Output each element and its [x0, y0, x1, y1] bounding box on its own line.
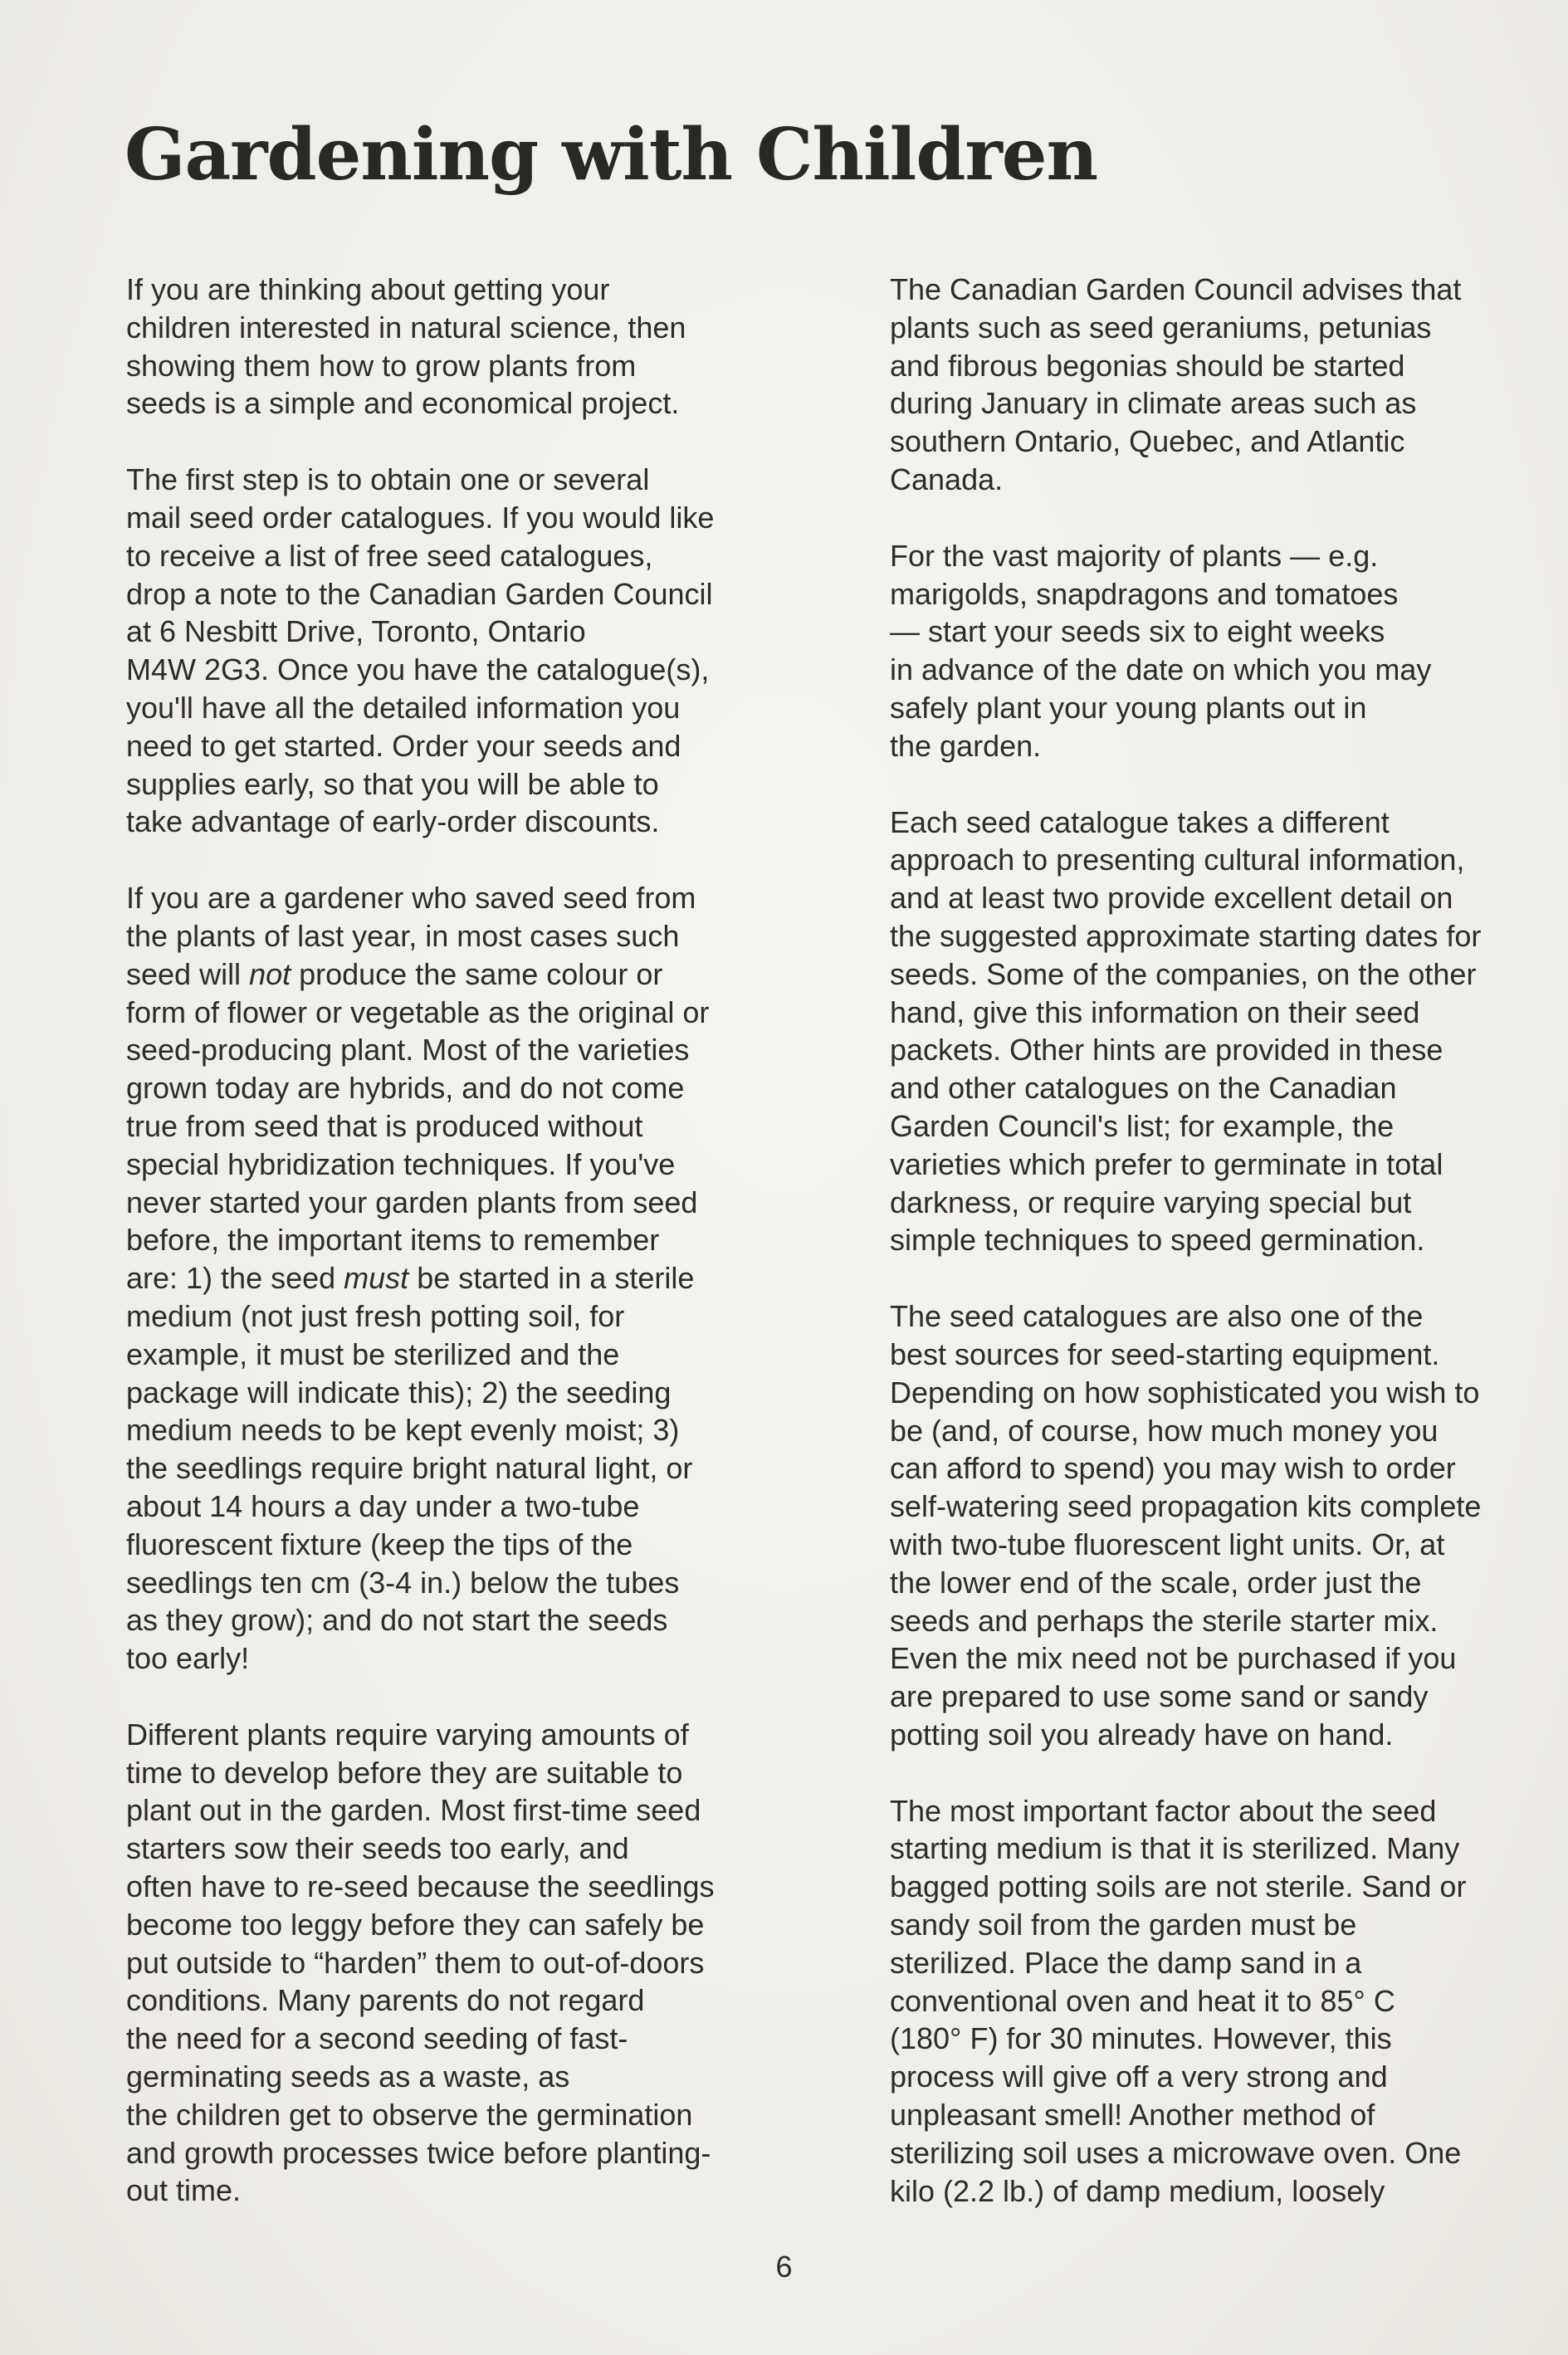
text-line: during January in climate areas such as — [890, 386, 1417, 421]
text-line: darkness, or require varying special but — [890, 1185, 1412, 1219]
text-line: If you are a gardener who saved seed from — [126, 881, 696, 916]
text-line: safely plant your young plants out in — [890, 690, 1367, 725]
text-run: be started in a sterile — [408, 1261, 695, 1296]
text-line: the plants of last year, in most cases such — [126, 918, 680, 953]
text-line: and other catalogues on the Canadian — [890, 1071, 1397, 1106]
text-line: medium needs to be kept evenly moist; 3) — [126, 1413, 680, 1448]
text-line: drop a note to the Canadian Garden Council — [126, 576, 713, 611]
text-line: sandy soil from the garden must be — [890, 1908, 1357, 1942]
text-line: can afford to spend) you may wish to order — [890, 1451, 1456, 1486]
page-title: Gardening with Children — [125, 113, 1098, 197]
paragraph — [890, 537, 1554, 765]
text-line: need to get started. Order your seeds and — [126, 728, 681, 763]
text-line: approach to presenting cultural information, — [890, 843, 1465, 877]
text-line: For the vast majority of plants — e.g. — [890, 538, 1379, 573]
text-line: marigolds, snapdragons and tomatoes — [890, 576, 1399, 611]
text-line: germinating seeds as a waste, as — [126, 2059, 570, 2094]
text-line: with two-tube fluorescent light units. Or, at — [890, 1527, 1445, 1561]
text-line: The seed catalogues are also one of the — [890, 1299, 1424, 1334]
text-line: M4W 2G3. Once you have the catalogue(s), — [126, 652, 710, 687]
text-line: the lower end of the scale, order just the — [890, 1565, 1422, 1600]
text-line: southern Ontario, Quebec, and Atlantic — [890, 424, 1405, 459]
text-line: seeds is a simple and economical project. — [126, 386, 680, 421]
text-line: Garden Council's list; for example, the — [890, 1108, 1395, 1143]
text-line: seeds and perhaps the sterile starter mix. — [890, 1603, 1439, 1638]
text-line: starters sow their seeds too early, and — [126, 1831, 629, 1866]
emphasis-text: not — [249, 956, 291, 991]
text-line: form of flower or vegetable as the original or — [126, 994, 710, 1029]
text-line: fluorescent fixture (keep the tips of the — [126, 1527, 633, 1561]
text-line: the seedlings require bright natural light, or — [126, 1451, 693, 1486]
page-number: 6 — [775, 2250, 793, 2284]
text-line: you'll have all the detailed information you — [126, 690, 681, 725]
text-line: often have to re-seed because the seedlings — [126, 1869, 715, 1904]
text-line: — start your seeds six to eight weeks — [890, 614, 1385, 649]
text-line: Even the mix need not be purchased if you — [890, 1641, 1457, 1676]
text-line: be (and, of course, how much money you — [890, 1413, 1439, 1448]
text-run: produce the same colour or — [291, 956, 663, 991]
text-line: before, the important items to remember — [126, 1223, 660, 1258]
text-line: and at least two provide excellent detail on — [890, 881, 1453, 916]
text-line: bagged potting soils are not sterile. Sand or — [890, 1869, 1467, 1904]
text-line: put outside to “harden” them to out-of-doors — [126, 1945, 705, 1980]
text-line: simple techniques to speed germination. — [890, 1223, 1425, 1258]
paragraph — [126, 879, 799, 1678]
text-line: mail seed order catalogues. If you would like — [126, 500, 715, 535]
text-line: self-watering seed propagation kits complete — [890, 1489, 1482, 1524]
text-line: the children get to observe the germination — [126, 2097, 693, 2132]
text-line: special hybridization techniques. If you've — [126, 1146, 676, 1181]
text-line: kilo (2.2 lb.) of damp medium, loosely — [890, 2173, 1385, 2208]
text-line: The most important factor about the seed — [890, 1793, 1437, 1828]
text-line: true from seed that is produced without — [126, 1108, 643, 1143]
text-line: example, it must be sterilized and the — [126, 1336, 620, 1371]
text-line: plants such as seed geraniums, petunias — [890, 310, 1432, 344]
text-line: at 6 Nesbitt Drive, Toronto, Ontario — [126, 614, 586, 649]
text-line: seed-producing plant. Most of the varieties — [126, 1033, 690, 1068]
paragraph — [890, 804, 1554, 1260]
text-line: and growth processes twice before planting- — [126, 2135, 711, 2170]
paragraph — [126, 461, 799, 841]
text-line: Canada. — [890, 462, 1004, 496]
text-line: children interested in natural science, then — [126, 310, 686, 344]
text-line: in advance of the date on which you may — [890, 652, 1432, 687]
text-line: time to develop before they are suitable to — [126, 1755, 683, 1790]
text-line: varieties which prefer to germinate in total — [890, 1146, 1443, 1181]
text-line: starting medium is that it is sterilized. Many — [890, 1831, 1460, 1866]
right-column — [890, 271, 1554, 2210]
text-line: the need for a second seeding of fast- — [126, 2021, 628, 2056]
text-line: sterilized. Place the damp sand in a — [890, 1945, 1362, 1980]
text-line: showing them how to grow plants from — [126, 348, 637, 383]
text-line: unpleasant smell! Another method of — [890, 2098, 1375, 2133]
text-line: The first step is to obtain one or several — [126, 462, 650, 497]
text-line: process will give off a very strong and — [890, 2059, 1388, 2094]
text-line: and fibrous begonias should be started — [890, 348, 1405, 383]
emphasis-text: must — [344, 1261, 409, 1296]
text-line: (180° F) for 30 minutes. However, this — [890, 2021, 1392, 2056]
text-line: never started your garden plants from seed — [126, 1185, 698, 1219]
text-run: are: 1) the seed — [126, 1261, 344, 1296]
text-line: best sources for seed-starting equipment. — [890, 1336, 1440, 1371]
text-line: out time. — [126, 2173, 242, 2208]
text-line: Depending on how sophisticated you wish to — [890, 1375, 1480, 1410]
text-line: too early! — [126, 1641, 250, 1676]
text-line: conventional oven and heat it to 85° C — [890, 1983, 1395, 2018]
text-run: seed will — [126, 956, 250, 991]
text-line: potting soil you already have on hand. — [890, 1717, 1394, 1752]
paragraph — [126, 271, 799, 423]
text-line: become too leggy before they can safely be — [126, 1907, 705, 1942]
text-line: take advantage of early-order discounts. — [126, 804, 660, 839]
text-line: grown today are hybrids, and do not come — [126, 1071, 685, 1106]
text-line: are prepared to use some sand or sandy — [890, 1679, 1429, 1714]
text-line: the suggested approximate starting dates for — [890, 918, 1482, 953]
text-line: Different plants require varying amounts of — [126, 1717, 689, 1752]
text-line: Each seed catalogue takes a different — [890, 804, 1390, 839]
text-line: seedlings ten cm (3-4 in.) below the tubes — [126, 1565, 680, 1600]
text-line: plant out in the garden. Most first-time seed — [126, 1793, 701, 1828]
text-line: supplies early, so that you will be able to — [126, 766, 659, 801]
text-line: The Canadian Garden Council advises that — [890, 272, 1462, 306]
paragraph — [890, 271, 1554, 499]
text-line: conditions. Many parents do not regard — [126, 1983, 645, 2018]
paragraph — [126, 1716, 799, 2210]
text-line: the garden. — [890, 728, 1042, 763]
text-line: sterilizing soil uses a microwave oven. One — [890, 2135, 1462, 2170]
text-line: package will indicate this); 2) the seeding — [126, 1375, 672, 1410]
text-line: seeds. Some of the companies, on the other — [890, 956, 1477, 991]
paragraph — [890, 1297, 1554, 1754]
left-column — [126, 271, 799, 2210]
text-line: If you are thinking about getting your — [126, 272, 610, 306]
text-line: medium (not just fresh potting soil, for — [126, 1298, 625, 1333]
text-line: hand, give this information on their seed — [890, 994, 1420, 1029]
text-line: to receive a list of free seed catalogues, — [126, 538, 653, 573]
text-line: as they grow); and do not start the seeds — [126, 1603, 668, 1638]
text-line: packets. Other hints are provided in these — [890, 1033, 1443, 1068]
text-line — [126, 1259, 799, 1297]
text-line — [126, 955, 799, 994]
text-line: about 14 hours a day under a two-tube — [126, 1488, 640, 1523]
paragraph — [890, 1792, 1554, 2211]
